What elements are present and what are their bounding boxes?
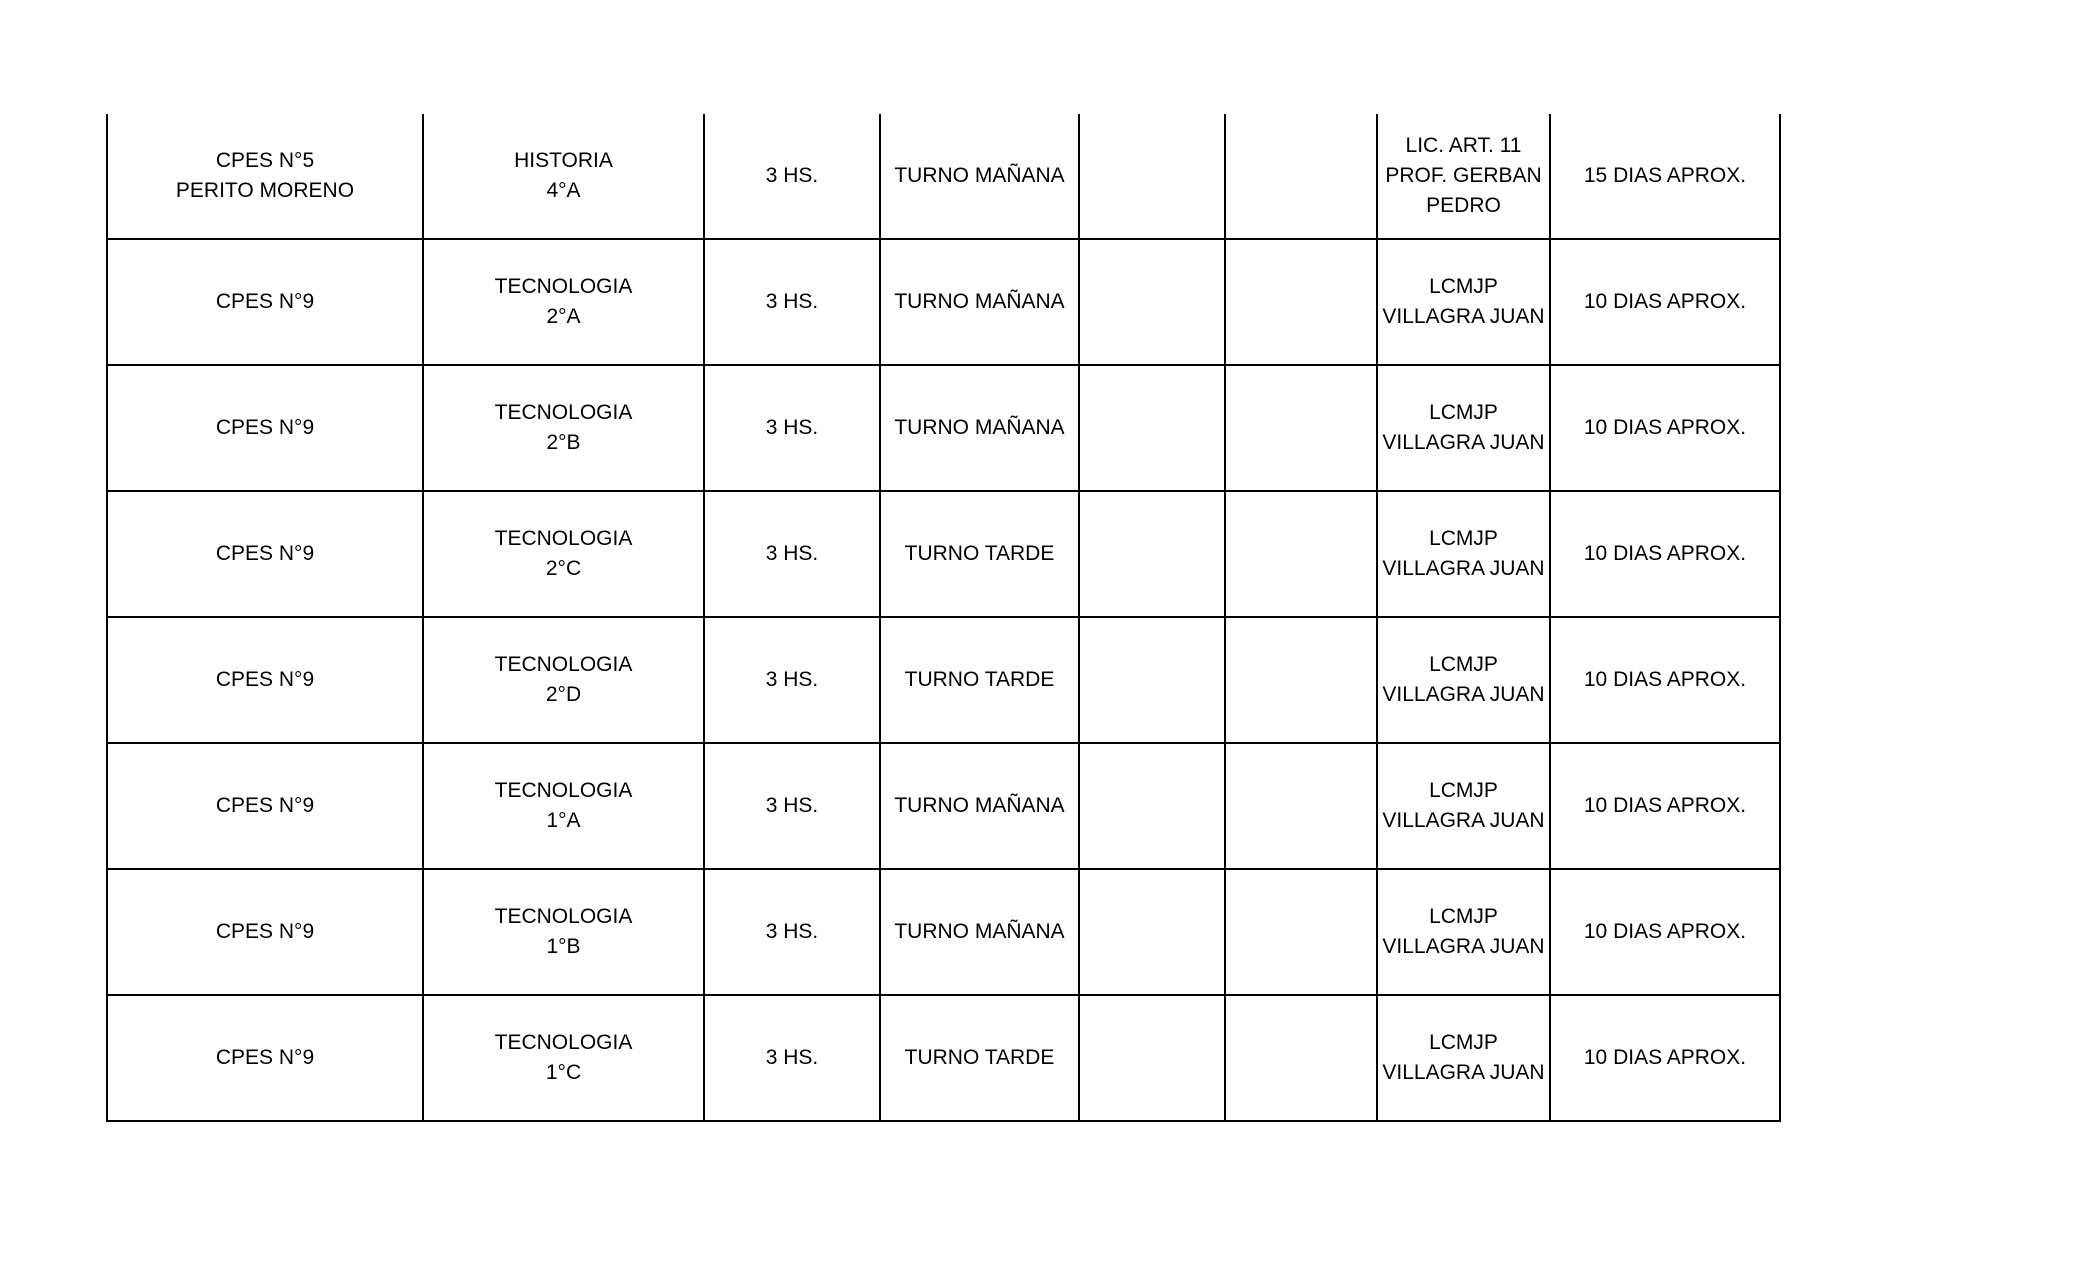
- reason-line: PEDRO: [1426, 194, 1501, 217]
- subject-cell: [423, 114, 704, 239]
- table-row: [107, 869, 1780, 995]
- reason-line: VILLAGRA JUAN: [1382, 431, 1545, 454]
- subject-cell: [423, 239, 704, 365]
- school-cell: [107, 743, 423, 869]
- reason-cell: [1377, 239, 1550, 365]
- reason-cell: [1377, 114, 1550, 239]
- hours-cell: 3 HS.: [704, 743, 880, 869]
- table-body: [107, 114, 1780, 1121]
- reason-line: VILLAGRA JUAN: [1382, 1061, 1545, 1084]
- school-cell: [107, 114, 423, 239]
- vacancy-table: [106, 114, 1781, 1122]
- reason-cell: [1377, 869, 1550, 995]
- school-line: CPES N°9: [215, 542, 315, 565]
- subject-line: TECNOLOGIA: [494, 905, 633, 928]
- empty-cell-5: [1079, 743, 1225, 869]
- empty-cell-5: [1079, 239, 1225, 365]
- empty-cell-6: [1225, 617, 1377, 743]
- reason-line: VILLAGRA JUAN: [1382, 935, 1545, 958]
- empty-cell-6: [1225, 995, 1377, 1121]
- shift-cell: TURNO TARDE: [880, 491, 1079, 617]
- school-line: PERITO MORENO: [175, 179, 355, 202]
- subject-cell: [423, 617, 704, 743]
- duration-cell: 15 DIAS APROX.: [1550, 114, 1780, 239]
- table-row: [107, 365, 1780, 491]
- table-row: [107, 239, 1780, 365]
- shift-cell: TURNO MAÑANA: [880, 869, 1079, 995]
- reason-line: LCMJP: [1429, 527, 1498, 550]
- empty-cell-5: [1079, 617, 1225, 743]
- subject-line: TECNOLOGIA: [494, 401, 633, 424]
- subject-line: 2°D: [545, 683, 582, 706]
- school-line: CPES N°9: [215, 920, 315, 943]
- table-row: [107, 491, 1780, 617]
- reason-line: VILLAGRA JUAN: [1382, 305, 1545, 328]
- reason-line: VILLAGRA JUAN: [1382, 809, 1545, 832]
- school-line: CPES N°5: [215, 149, 315, 172]
- reason-cell: [1377, 491, 1550, 617]
- subject-cell: [423, 365, 704, 491]
- subject-line: TECNOLOGIA: [494, 275, 633, 298]
- subject-line: 1°B: [546, 935, 581, 958]
- empty-cell-5: [1079, 995, 1225, 1121]
- subject-line: 2°A: [546, 305, 581, 328]
- reason-cell: [1377, 365, 1550, 491]
- empty-cell-5: [1079, 365, 1225, 491]
- reason-cell: [1377, 617, 1550, 743]
- reason-line: LCMJP: [1429, 905, 1498, 928]
- empty-cell-5: [1079, 869, 1225, 995]
- empty-cell-5: [1079, 491, 1225, 617]
- school-cell: [107, 617, 423, 743]
- subject-line: HISTORIA: [514, 149, 613, 172]
- school-line: CPES N°9: [215, 794, 315, 817]
- duration-cell: 10 DIAS APROX.: [1550, 995, 1780, 1121]
- subject-line: TECNOLOGIA: [494, 779, 633, 802]
- reason-line: LCMJP: [1429, 1031, 1498, 1054]
- shift-cell: TURNO TARDE: [880, 995, 1079, 1121]
- empty-cell-6: [1225, 114, 1377, 239]
- duration-cell: 10 DIAS APROX.: [1550, 491, 1780, 617]
- reason-line: VILLAGRA JUAN: [1382, 557, 1545, 580]
- reason-line: PROF. GERBAN: [1385, 164, 1542, 187]
- shift-cell: TURNO MAÑANA: [880, 365, 1079, 491]
- school-line: CPES N°9: [215, 290, 315, 313]
- school-line: CPES N°9: [215, 1046, 315, 1069]
- empty-cell-6: [1225, 365, 1377, 491]
- empty-cell-6: [1225, 869, 1377, 995]
- school-cell: [107, 491, 423, 617]
- reason-line: LCMJP: [1429, 275, 1498, 298]
- subject-cell: [423, 869, 704, 995]
- hours-cell: 3 HS.: [704, 995, 880, 1121]
- school-line: CPES N°9: [215, 668, 315, 691]
- reason-cell: [1377, 743, 1550, 869]
- subject-line: 4°A: [546, 179, 581, 202]
- table-row: [107, 743, 1780, 869]
- empty-cell-6: [1225, 239, 1377, 365]
- empty-cell-6: [1225, 491, 1377, 617]
- table-row: [107, 617, 1780, 743]
- reason-line: LCMJP: [1429, 779, 1498, 802]
- shift-cell: TURNO TARDE: [880, 617, 1079, 743]
- subject-line: 2°C: [545, 557, 582, 580]
- duration-cell: 10 DIAS APROX.: [1550, 617, 1780, 743]
- duration-cell: 10 DIAS APROX.: [1550, 365, 1780, 491]
- reason-line: LCMJP: [1429, 653, 1498, 676]
- school-line: CPES N°9: [215, 416, 315, 439]
- table-row: [107, 995, 1780, 1121]
- subject-line: TECNOLOGIA: [494, 527, 633, 550]
- reason-line: LCMJP: [1429, 401, 1498, 424]
- subject-line: TECNOLOGIA: [494, 1031, 633, 1054]
- hours-cell: 3 HS.: [704, 869, 880, 995]
- empty-cell-5: [1079, 114, 1225, 239]
- subject-line: 2°B: [546, 431, 581, 454]
- subject-line: 1°A: [546, 809, 581, 832]
- duration-cell: 10 DIAS APROX.: [1550, 869, 1780, 995]
- hours-cell: 3 HS.: [704, 239, 880, 365]
- hours-cell: 3 HS.: [704, 491, 880, 617]
- school-cell: [107, 365, 423, 491]
- subject-cell: [423, 743, 704, 869]
- duration-cell: 10 DIAS APROX.: [1550, 743, 1780, 869]
- school-cell: [107, 869, 423, 995]
- subject-cell: [423, 491, 704, 617]
- school-cell: [107, 995, 423, 1121]
- reason-cell: [1377, 995, 1550, 1121]
- hours-cell: 3 HS.: [704, 114, 880, 239]
- hours-cell: 3 HS.: [704, 617, 880, 743]
- subject-cell: [423, 995, 704, 1121]
- shift-cell: TURNO MAÑANA: [880, 114, 1079, 239]
- hours-cell: 3 HS.: [704, 365, 880, 491]
- subject-line: TECNOLOGIA: [494, 653, 633, 676]
- shift-cell: TURNO MAÑANA: [880, 743, 1079, 869]
- table-row: [107, 114, 1780, 239]
- reason-line: LIC. ART. 11: [1405, 134, 1522, 157]
- subject-line: 1°C: [545, 1061, 582, 1084]
- duration-cell: 10 DIAS APROX.: [1550, 239, 1780, 365]
- reason-line: VILLAGRA JUAN: [1382, 683, 1545, 706]
- empty-cell-6: [1225, 743, 1377, 869]
- shift-cell: TURNO MAÑANA: [880, 239, 1079, 365]
- school-cell: [107, 239, 423, 365]
